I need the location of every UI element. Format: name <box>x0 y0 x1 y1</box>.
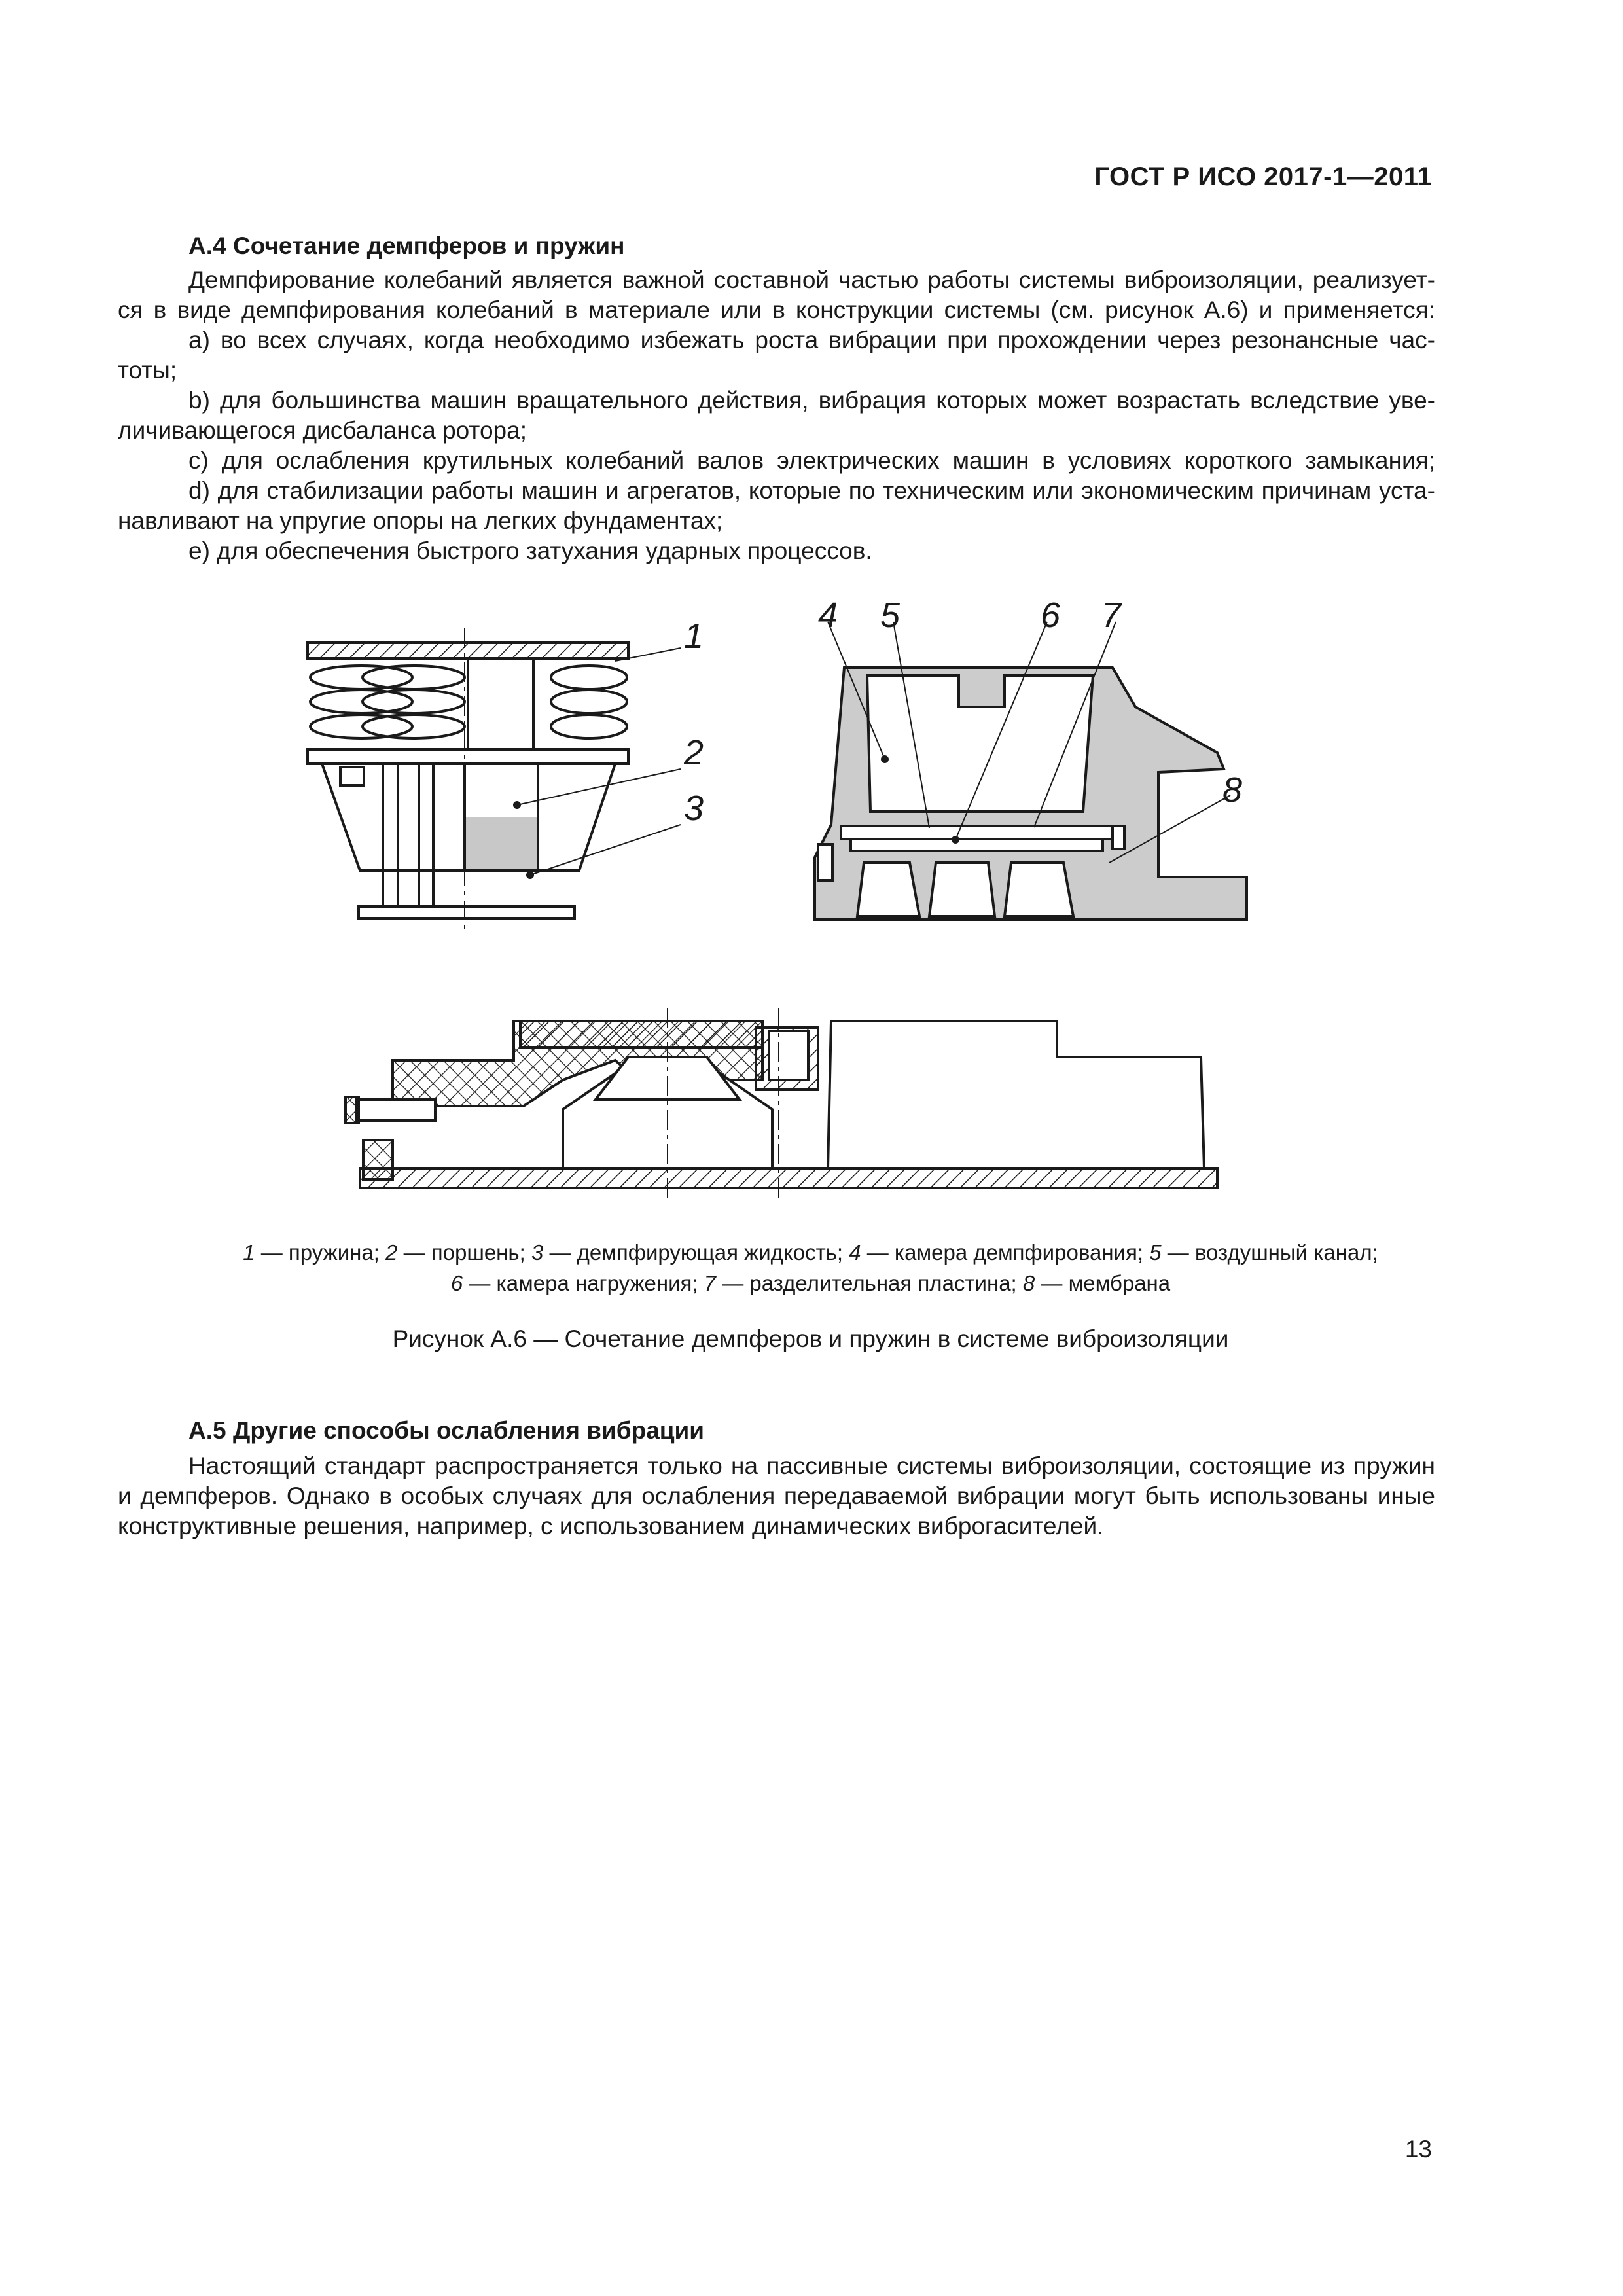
section-a5-title: Другие способы ослабления вибрации <box>233 1417 705 1444</box>
elastomer-mount-drawing <box>346 1008 1217 1198</box>
legend-number: 3 <box>531 1240 544 1265</box>
legend-text: — камера нагружения; <box>463 1271 704 1295</box>
callout-7: 7 <box>1101 596 1122 635</box>
callout-2: 2 <box>684 733 704 772</box>
section-a5-number: А.5 <box>188 1417 226 1444</box>
list-item-e: e) для обеспечения быстрого затухания ударных процессов. <box>188 537 872 564</box>
paragraph-line: конструктивные решения, например, с использованием динамических виброгасителей. <box>118 1513 1104 1539</box>
legend-text: — пружина; <box>255 1240 386 1265</box>
callout-8: 8 <box>1222 770 1243 810</box>
spring-coils-right <box>551 666 627 738</box>
section-a5-body <box>118 1451 1435 1541</box>
paragraph-line: и демпферов. Однако в особых случаях для ослабления передаваемой вибрации могут быть использованы иные <box>118 1482 1435 1509</box>
list-item-b: b) для большинства машин вращательного действия, вибрация которых может возрастать вследствие уве- <box>188 387 1435 414</box>
legend-text: — воздушный канал; <box>1161 1240 1378 1265</box>
paragraph-line: Демпфирование колебаний является важной составной частью работы системы виброизоляции, реализует- <box>188 266 1435 293</box>
legend-number: 5 <box>1149 1240 1162 1265</box>
legend-text: — мембрана <box>1035 1271 1171 1295</box>
legend-number: 7 <box>704 1271 717 1295</box>
paragraph-line: Настоящий стандарт распространяется только на пассивные системы виброизоляции, состоящие из пружин <box>188 1452 1435 1479</box>
callout-5: 5 <box>880 596 901 635</box>
legend-line-2 <box>118 1268 1503 1299</box>
legend-number: 6 <box>450 1271 463 1295</box>
membrane-damper-drawing <box>815 622 1247 920</box>
section-a4-title: Сочетание демпферов и пружин <box>233 232 625 259</box>
page-number: 13 <box>1404 2136 1432 2162</box>
paragraph-line: ся в виде демпфирования колебаний в материале или в конструкции системы (см. рисунок А.6) и применяется: <box>118 296 1435 323</box>
list-item-a: а) во всех случаях, когда необходимо избежать роста вибрации при прохождении через резонансные час- <box>188 327 1435 353</box>
legend-number: 2 <box>385 1240 398 1265</box>
callout-4: 4 <box>818 596 838 635</box>
legend-number: 8 <box>1022 1271 1035 1295</box>
legend-text: — демпфирующая жидкость; <box>543 1240 849 1265</box>
paragraph-line: тоты; <box>118 357 177 384</box>
legend-line-1 <box>118 1237 1503 1268</box>
figure-legend <box>118 1237 1503 1299</box>
legend-text: — поршень; <box>397 1240 531 1265</box>
figure-caption: Рисунок А.6 — Сочетание демпферов и пружин в системе виброизоляции <box>392 1325 1229 1352</box>
legend-number: 1 <box>243 1240 255 1265</box>
list-item-c: c) для ослабления крутильных колебаний валов электрических машин в условиях короткого замыкания; <box>188 447 1435 474</box>
legend-text: — камера демпфирования; <box>861 1240 1150 1265</box>
section-a5-heading <box>188 1417 704 1444</box>
legend-text: — разделительная пластина; <box>716 1271 1023 1295</box>
spring-coils-left <box>310 666 465 738</box>
section-a4-number: А.4 <box>188 232 226 259</box>
callout-1: 1 <box>684 617 704 656</box>
callout-3: 3 <box>684 789 704 828</box>
paragraph-line: навливают на упругие опоры на легких фундаментах; <box>118 507 723 534</box>
spring-damper-drawing <box>308 628 681 929</box>
paragraph-line: личивающегося дисбаланса ротора; <box>118 417 527 444</box>
legend-number: 4 <box>849 1240 861 1265</box>
document-header: ГОСТ Р ИСО 2017-1—2011 <box>1094 162 1432 191</box>
callout-6: 6 <box>1041 596 1061 635</box>
list-item-d: d) для стабилизации работы машин и агрегатов, которые по техническим или экономическим причинам уста- <box>188 477 1435 504</box>
